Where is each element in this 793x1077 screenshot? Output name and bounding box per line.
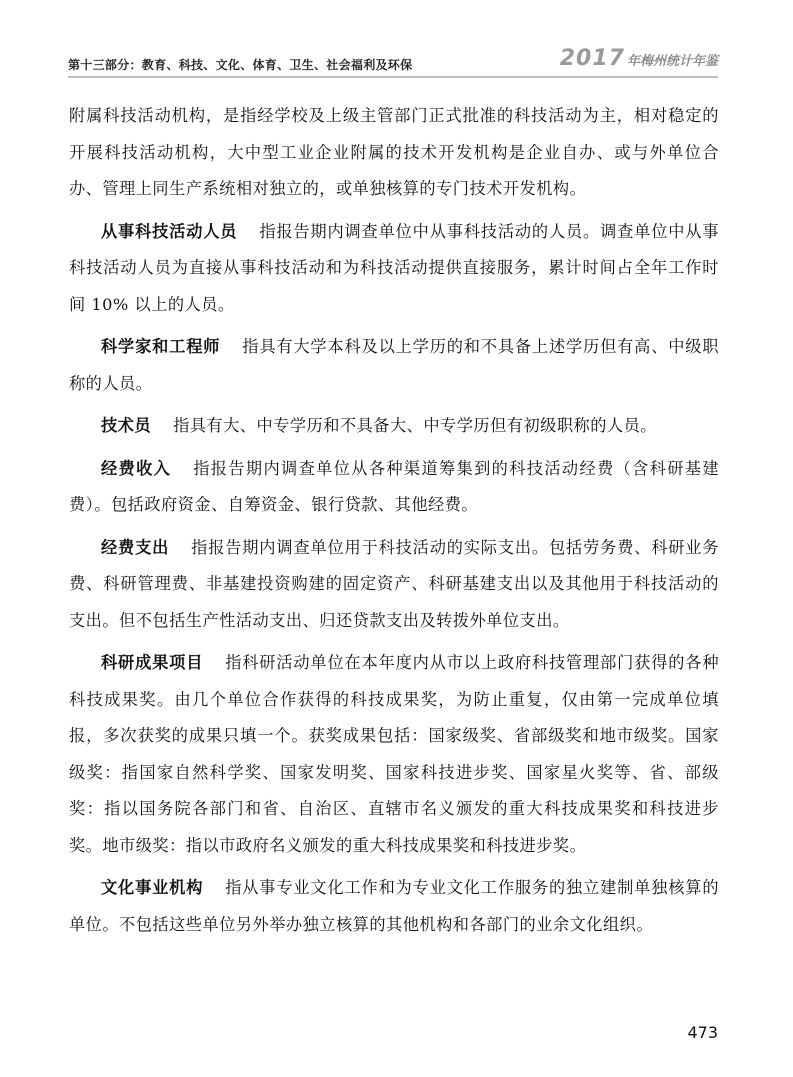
definition-paragraph <box>69 408 719 445</box>
yearbook-name: 年梅州统计年鉴 <box>626 54 718 69</box>
definition-text: 指报告期内调查单位中从事科技活动的人员。调查单位中从事科技活动人员为直接从事科技活动和为科技活动提供直接服务，累计时间占全年工作时间 10% 以上的人员。 <box>69 221 720 314</box>
definition-text: 指科研活动单位在本年度内从市以上政府科技管理部门获得的各种科技成果奖。由几个单位合作获得的科技成果奖，为防止重复，仅由第一完成单位填报，多次获奖的成果只填一个。获奖成果包括：国家级奖、省部级奖和地市级奖。国家级奖：指国家自然科学奖、国家发明奖、国家科技进步奖、国家星火奖等、省、部级奖：指以国务院各部门和省、自治区、直辖市名义颁发的重大科技成果奖和科技进步奖。地市级奖：指以市政府名义颁发的重大科技成果奖和科技进步奖。 <box>69 653 720 855</box>
definition-term: 从事科技活动人员 <box>101 221 238 241</box>
header-divider <box>68 76 718 78</box>
document-body <box>69 98 719 949</box>
paragraph-text: 附属科技活动机构，是指经学校及上级主管部门正式批准的科技活动为主，相对稳定的开展科技活动机构，大中型工业企业附属的技术开发机构是企业自办、或与外单位合办、管理上同生产系统相对独立的，或单独核算的专门技术开发机构。 <box>69 106 719 198</box>
page-header <box>68 46 718 76</box>
definition-paragraph <box>69 530 719 640</box>
paragraph-continuation <box>69 98 719 208</box>
definition-paragraph <box>69 214 719 324</box>
definition-term: 技术员 <box>101 416 152 435</box>
yearbook-title <box>560 46 718 71</box>
definition-text: 指具有大学本科及以上学历的和不具备上述学历但有高、中级职称的人员。 <box>69 337 720 393</box>
page-number: 473 <box>687 1023 718 1042</box>
definition-text: 指具有大、中专学历和不具备大、中专学历但有初级职称的人员。 <box>173 416 657 435</box>
section-title: 第十三部分：教育、科技、文化、体育、卫生、社会福利及环保 <box>68 58 413 72</box>
definition-paragraph <box>69 870 719 943</box>
definition-term: 经费支出 <box>101 537 170 557</box>
definition-term: 经费收入 <box>101 458 172 478</box>
yearbook-year: 2017 <box>559 46 625 71</box>
definition-term: 科学家和工程师 <box>101 337 221 356</box>
definition-term: 科研成果项目 <box>101 653 204 672</box>
definition-paragraph <box>69 451 719 524</box>
definition-text: 指从事专业文化工作和为专业文化工作服务的独立建制单独核算的单位。不包括这些单位另外举办独立核算的其他机构和各部门的业余文化组织。 <box>69 878 720 934</box>
definition-term: 文化事业机构 <box>101 878 204 897</box>
definition-paragraph <box>69 645 719 864</box>
definition-text: 指报告期内调查单位从各种渠道筹集到的科技活动经费（含科研基建费）。包括政府资金、自筹资金、银行贷款、其他经费。 <box>69 458 720 514</box>
definition-text: 指报告期内调查单位用于科技活动的实际支出。包括劳务费、科研业务费、科研管理费、非基建投资购建的固定资产、科研基建支出以及其他用于科技活动的支出。但不包括生产性活动支出、归还贷款支出及转拨外单位支出。 <box>69 537 719 630</box>
definition-paragraph <box>69 329 719 402</box>
